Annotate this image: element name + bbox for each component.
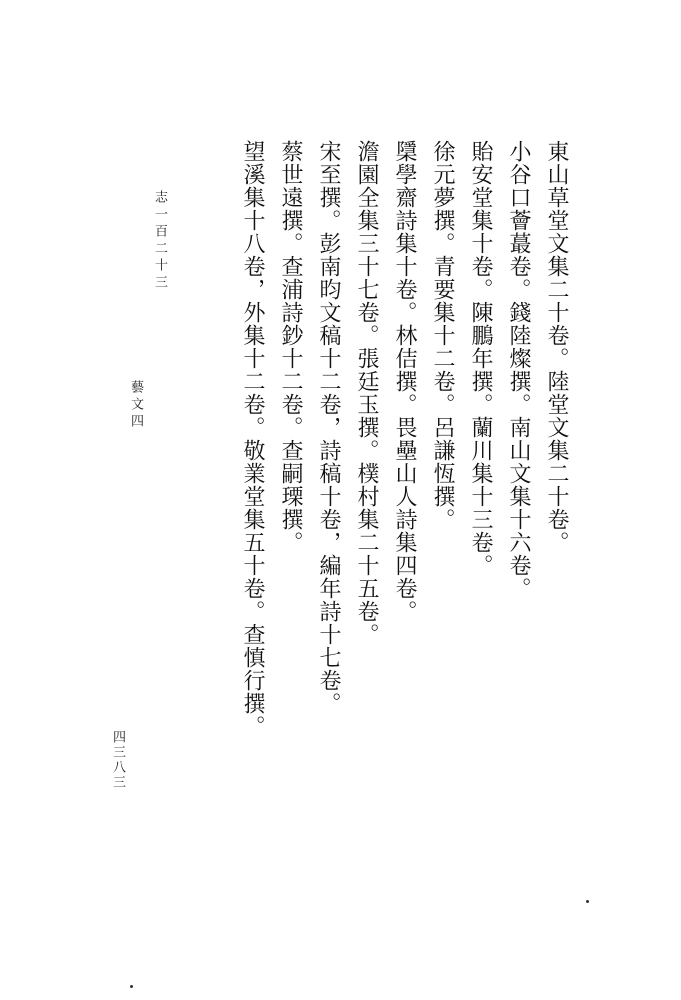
text-column-1: 東山草堂文集二十卷。陸堂文集二十卷。 <box>544 140 569 554</box>
text-column-7: 宋至撰。彭南昀文稿十二卷，詩稿十卷，編年詩十七卷。 <box>316 140 341 715</box>
text-column-6: 澹園全集三十七卷。張廷玉撰。樸村集二十五卷。 <box>354 140 379 646</box>
text-column-8: 蔡世遠撰。查浦詩鈔十二卷。查嗣瑮撰。 <box>278 140 303 554</box>
scan-speck <box>586 900 589 903</box>
text-column-2: 小谷口薈蕞卷。錢陸燦撰。南山文集十六卷。 <box>506 140 531 600</box>
text-column-4: 徐元夢撰。青要集十二卷。呂謙恆撰。 <box>430 140 455 531</box>
text-column-3: 貽安堂集十卷。陳鵬年撰。蘭川集十三卷。 <box>468 140 493 577</box>
scan-speck <box>130 985 133 988</box>
page-number: 四三八三 <box>110 730 125 790</box>
text-column-5: 檃學齋詩集十卷。林佶撰。畏壘山人詩集四卷。 <box>392 140 417 623</box>
margin-chapter-label: 志一百二十三 <box>152 190 167 292</box>
text-column-9: 望溪集十八卷，外集十二卷。敬業堂集五十卷。查慎行撰。 <box>240 140 265 738</box>
margin-section-label: 藝文四 <box>128 380 143 431</box>
